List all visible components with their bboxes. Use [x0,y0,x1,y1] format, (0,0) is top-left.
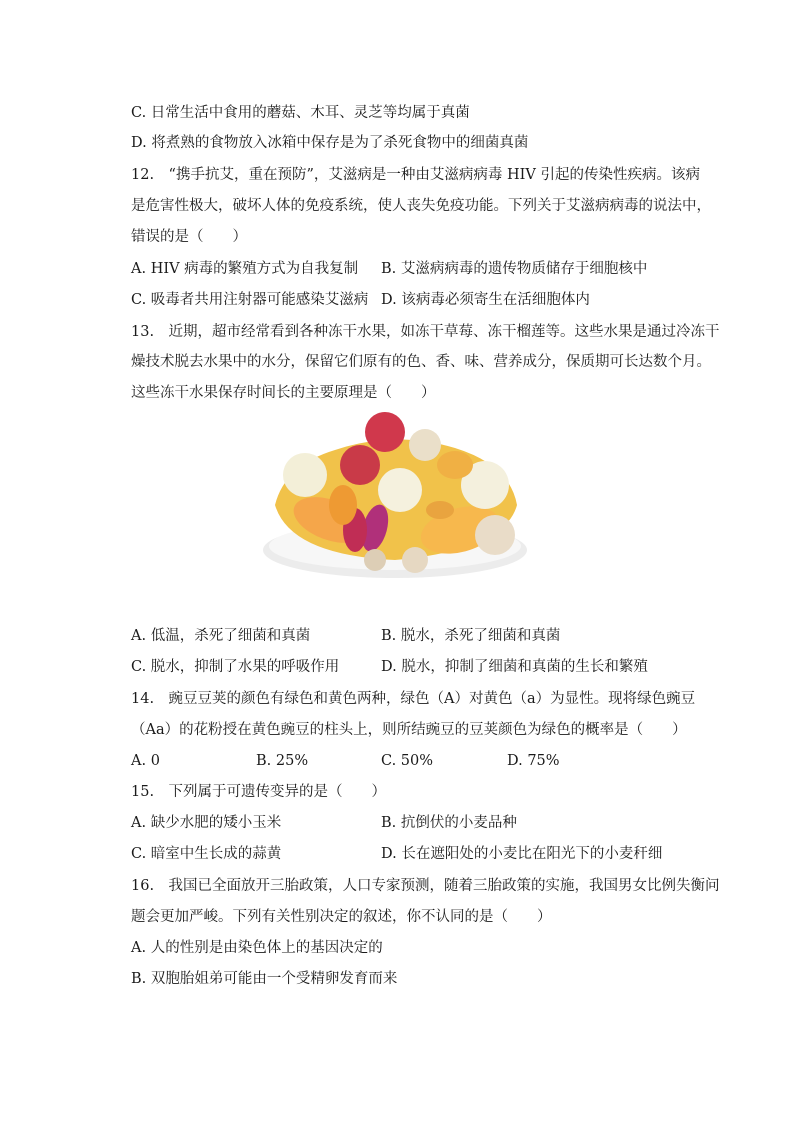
q16-option-a: A. 人的性别是由染色体上的基因决定的 [131,940,383,956]
q11-option-c: C. 日常生活中食用的蘑菇、木耳、灵芝等均属于真菌 [131,105,470,121]
q14-stem-line-2: （Aa）的花粉授在黄色豌豆的柱头上，则所结豌豆的豆荚颜色为绿色的概率是（ ） [131,722,687,738]
q15-option-b: B. 抗倒伏的小麦品种 [381,815,517,831]
q16-option-b: B. 双胞胎姐弟可能由一个受精卵发育而来 [131,971,398,987]
q15-option-a: A. 缺少水肥的矮小玉米 [131,815,282,831]
q12-option-a: A. HIV 病毒的繁殖方式为自我复制 [131,261,359,277]
q15-stem-line-1: 15. 下列属于可遗传变异的是（ ） [131,784,387,800]
q16-stem-line-2: 题会更加严峻。下列有关性别决定的叙述，你不认同的是（ ） [131,909,552,925]
q12-stem-line-2: 是危害性极大，破坏人体的免疫系统，使人丧失免疫功能。下列关于艾滋病病毒的说法中， [131,198,711,214]
q12-stem-line-3: 错误的是（ ） [131,229,247,245]
q14-option-d: D. 75% [507,753,560,769]
q13-option-d: D. 脱水，抑制了细菌和真菌的生长和繁殖 [381,659,648,675]
q12-option-c: C. 吸毒者共用注射器可能感染艾滋病 [131,292,369,308]
q15-option-c: C. 暗室中生长成的蒜黄 [131,846,282,862]
q12-option-b: B. 艾滋病病毒的遗传物质储存于细胞核中 [381,261,648,277]
q12-option-d: D. 该病毒必须寄生在活细胞体内 [381,292,590,308]
q11-option-d: D. 将煮熟的食物放入冰箱中保存是为了杀死食物中的细菌真菌 [131,135,529,151]
q13-stem-line-1: 13. 近期，超市经常看到各种冻干水果，如冻干草莓、冻干榴莲等。这些水果是通过冷冻干 [131,324,720,340]
q15-option-d: D. 长在遮阳处的小麦比在阳光下的小麦秆细 [381,846,663,862]
q13-stem-line-2: 燥技术脱去水果中的水分，保留它们原有的色、香、味、营养成分，保质期可长达数个月。 [131,354,711,370]
q14-stem-line-1: 14. 豌豆豆荚的颜色有绿色和黄色两种，绿色（A）对黄色（a）为显性。现将绿色豌豆 [131,691,696,707]
q16-stem-line-1: 16. 我国已全面放开三胎政策，人口专家预测，随着三胎政策的实施，我国男女比例失衡问 [131,878,720,894]
q14-option-c: C. 50% [381,753,434,769]
q13-option-c: C. 脱水，抑制了水果的呼吸作用 [131,659,340,675]
q13-stem-line-3: 这些冻干水果保存时间长的主要原理是（ ） [131,385,436,401]
q14-option-a: A. 0 [131,753,160,769]
q14-option-b: B. 25% [256,753,309,769]
q12-stem-line-1: 12. “携手抗艾，重在预防”，艾滋病是一种由艾滋病病毒 HIV 引起的传染性疾病。该病 [131,167,700,183]
freeze-dried-fruit-photo [255,410,535,585]
q13-option-b: B. 脱水，杀死了细菌和真菌 [381,628,561,644]
q13-option-a: A. 低温，杀死了细菌和真菌 [131,628,311,644]
